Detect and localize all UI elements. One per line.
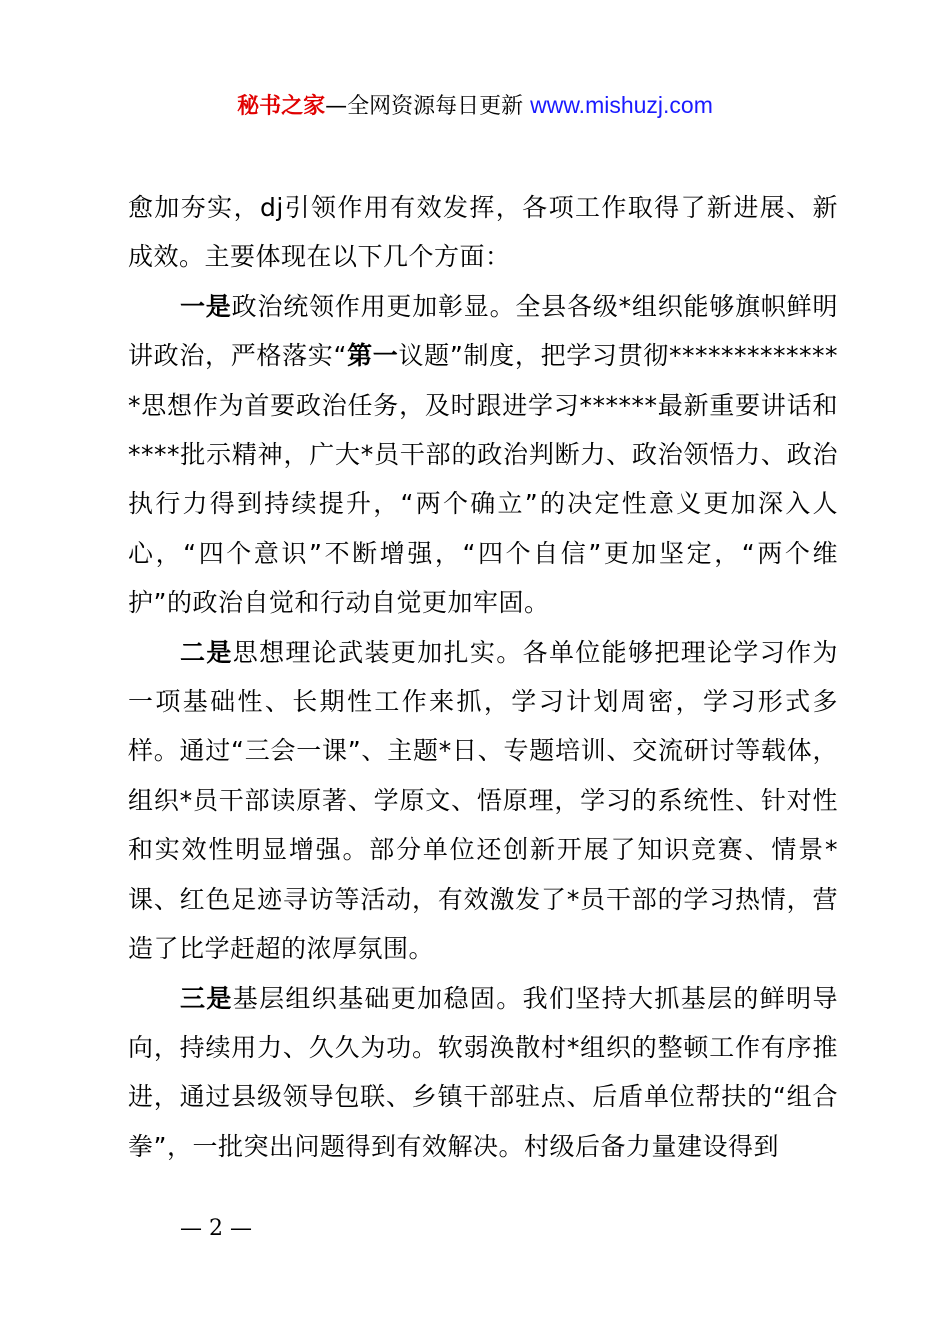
site-header	[0, 88, 950, 124]
paragraph-point-one	[128, 282, 838, 628]
paragraph-lead: 三是	[180, 983, 233, 1013]
site-url-link[interactable]: www.mishuzj.com	[530, 92, 713, 118]
paragraph-lead: 一是	[180, 291, 232, 321]
paragraph-text: 愈加夯实，dj引领作用有效发挥，各项工作取得了新进展、新成效。主要体现在以下几个方面：	[128, 193, 838, 272]
paragraph-continuation	[128, 183, 838, 282]
paragraph-text-continued: 议题”制度，把学习贯彻**************思想作为首要政治任务，及时跟进学习******最新重要讲话和****批示精神，广大*员干部的政治判断力、政治领悟力、政治执行力得到持续提升，“两个确立”的决定性意义更加深入人心，“四个意识”不断增强，“四个自信”更加坚定，“两个维护”的政治自觉和行动自觉更加牢固。	[128, 341, 838, 618]
page-number: — 2 —	[180, 1216, 252, 1241]
brand-name: 秘书之家	[237, 94, 326, 119]
paragraph-text: 政治统领作用更加彰显。全县各级*组织能够旗帜鲜明讲政治，严格落实“	[128, 291, 838, 371]
document-body	[128, 183, 838, 1171]
paragraph-text: 基层组织基础更加稳固。我们坚持大抓基层的鲜明导向，持续用力、久久为功。软弱涣散村*组织的整顿工作有序推进，通过县级领导包联、乡镇干部驻点、后盾单位帮扶的“组合拳”，一批突出问题得到有效解决。村级后备力量建设得到	[128, 983, 838, 1161]
paragraph-point-three	[128, 974, 838, 1172]
paragraph-point-two	[128, 628, 838, 974]
paragraph-text: 思想理论武装更加扎实。各单位能够把理论学习作为一项基础性、长期性工作来抓，学习计划周密，学习形式多样。通过“三会一课”、主题*日、专题培训、交流研讨等载体，组织*员干部读原著、学原文、悟原理，学习的系统性、针对性和实效性明显增强。部分单位还创新开展了知识竞赛、情景*课、红色足迹寻访等活动，有效激发了*员干部的学习热情，营造了比学赶超的浓厚氛围。	[128, 637, 838, 964]
paragraph-bold-term: 第一	[346, 341, 399, 371]
paragraph-lead: 二是	[180, 637, 233, 667]
header-tagline: —全网资源每日更新	[325, 94, 531, 119]
